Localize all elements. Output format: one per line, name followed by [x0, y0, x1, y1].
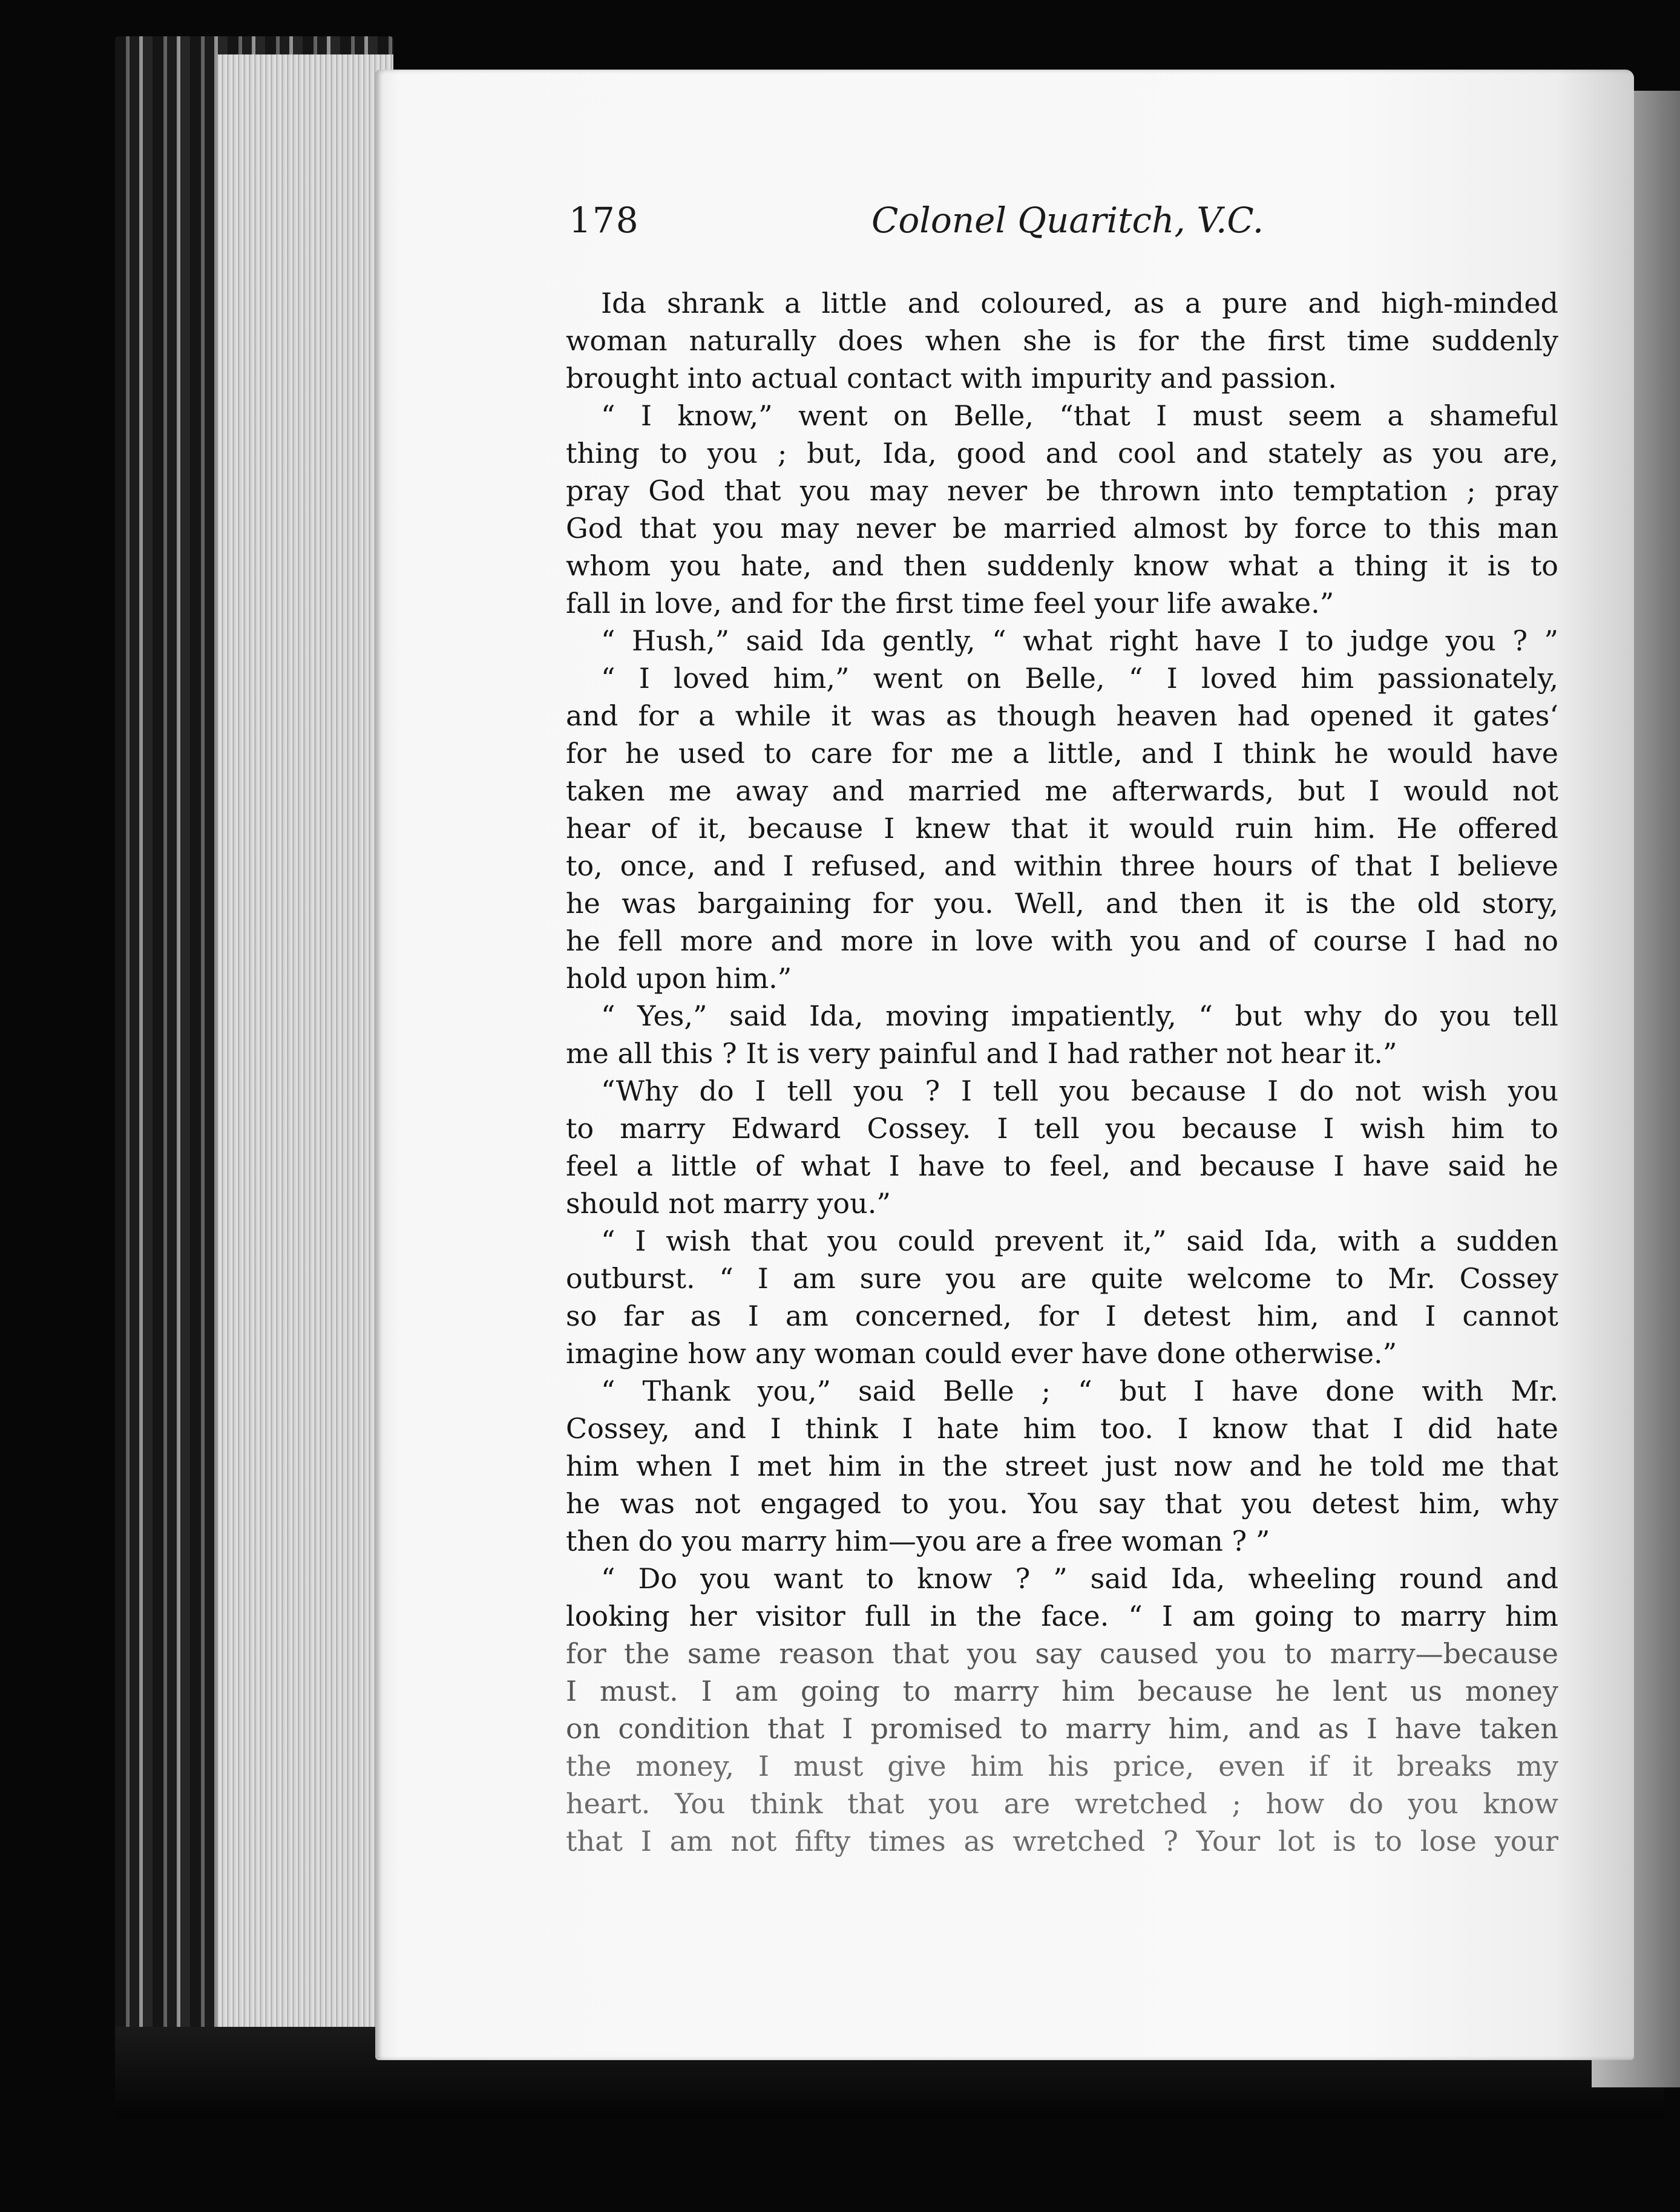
text-line: for the same reason that you say caused you to marry—because — [566, 1637, 1558, 1670]
text-line: “ I know,” went on Belle, “that I must seem a shameful — [601, 399, 1558, 432]
text-line: so far as I am concerned, for I detest him, and I cannot — [566, 1300, 1558, 1332]
text-line: and for a while it was as though heaven had opened it gates‘ — [566, 699, 1558, 732]
body-text — [566, 284, 1558, 1860]
text-line: “ Yes,” said Ida, moving impatiently, “ but why do you tell — [601, 1000, 1558, 1032]
text-line: pray God that you may never be thrown into temptation ; pray — [566, 474, 1558, 507]
text-line: he was bargaining for you. Well, and then it is the old story, — [566, 887, 1558, 920]
text-line: I must. I am going to marry him because he lent us money — [566, 1675, 1558, 1707]
text-line: me all this ? It is very painful and I had rather not hear it.” — [566, 1037, 1397, 1070]
text-line: God that you may never be married almost by force to this man — [566, 512, 1558, 545]
text-line: should not marry you.” — [566, 1187, 891, 1220]
text-line: looking her visitor full in the face. “ I am going to marry him — [566, 1600, 1558, 1632]
text-line: hear of it, because I knew that it would ruin him. He offered — [566, 812, 1558, 845]
text-line: woman naturally does when she is for the first time suddenly — [566, 324, 1558, 357]
text-line: outburst. “ I am sure you are quite welcome to Mr. Cossey — [566, 1262, 1558, 1295]
text-line: then do you marry him—you are a free woman ? ” — [566, 1525, 1270, 1557]
running-head — [569, 200, 1271, 254]
text-line: that I am not fifty times as wretched ? Your lot is to lose your — [566, 1825, 1558, 1857]
text-line: to, once, and I refused, and within three hours of that I believe — [566, 849, 1558, 882]
text-line: Ida shrank a little and coloured, as a pure and high-minded — [601, 287, 1558, 319]
text-line: hold upon him.” — [566, 962, 792, 995]
page-number: 178 — [569, 200, 640, 241]
text-line: feel a little of what I have to feel, and because I have said he — [566, 1150, 1558, 1182]
text-line: fall in love, and for the first time feel your life awake.” — [566, 587, 1334, 620]
text-line: Cossey, and I think I hate him too. I know that I did hate — [566, 1412, 1558, 1445]
text-line: heart. You think that you are wretched ; how do you know — [566, 1787, 1558, 1820]
text-line: whom you hate, and then suddenly know what a thing it is to — [566, 549, 1558, 582]
page-edges-inner — [218, 54, 393, 2075]
text-line: on condition that I promised to marry him, and as I have taken — [566, 1712, 1558, 1745]
running-title: Colonel Quaritch, V.C. — [871, 200, 1264, 241]
text-line: for he used to care for me a little, and I think he would have — [566, 737, 1558, 770]
text-line: taken me away and married me afterwards, but I would not — [566, 774, 1558, 807]
text-line: him when I met him in the street just now and he told me that — [566, 1450, 1558, 1482]
text-line: to marry Edward Cossey. I tell you because I wish him to — [566, 1112, 1558, 1145]
text-line: thing to you ; but, Ida, good and cool and stately as you are, — [566, 437, 1558, 470]
text-line: he fell more and more in love with you and of course I had no — [566, 924, 1558, 957]
text-line: “ I loved him,” went on Belle, “ I loved him passionately, — [601, 662, 1558, 695]
text-line: imagine how any woman could ever have done otherwise.” — [566, 1337, 1397, 1370]
text-line: “ I wish that you could prevent it,” said Ida, with a sudden — [601, 1225, 1558, 1257]
text-line: the money, I must give him his price, even if it breaks my — [566, 1750, 1558, 1782]
text-line: “ Do you want to know ? ” said Ida, wheeling round and — [601, 1562, 1558, 1595]
text-line: “ Hush,” said Ida gently, “ what right have I to judge you ? ” — [601, 624, 1558, 657]
text-line: “ Thank you,” said Belle ; “ but I have done with Mr. — [601, 1375, 1558, 1407]
text-line: brought into actual contact with impurity and passion. — [566, 362, 1337, 394]
text-line: “Why do I tell you ? I tell you because I do not wish you — [601, 1075, 1558, 1107]
text-line: he was not engaged to you. You say that you detest him, why — [566, 1487, 1558, 1520]
